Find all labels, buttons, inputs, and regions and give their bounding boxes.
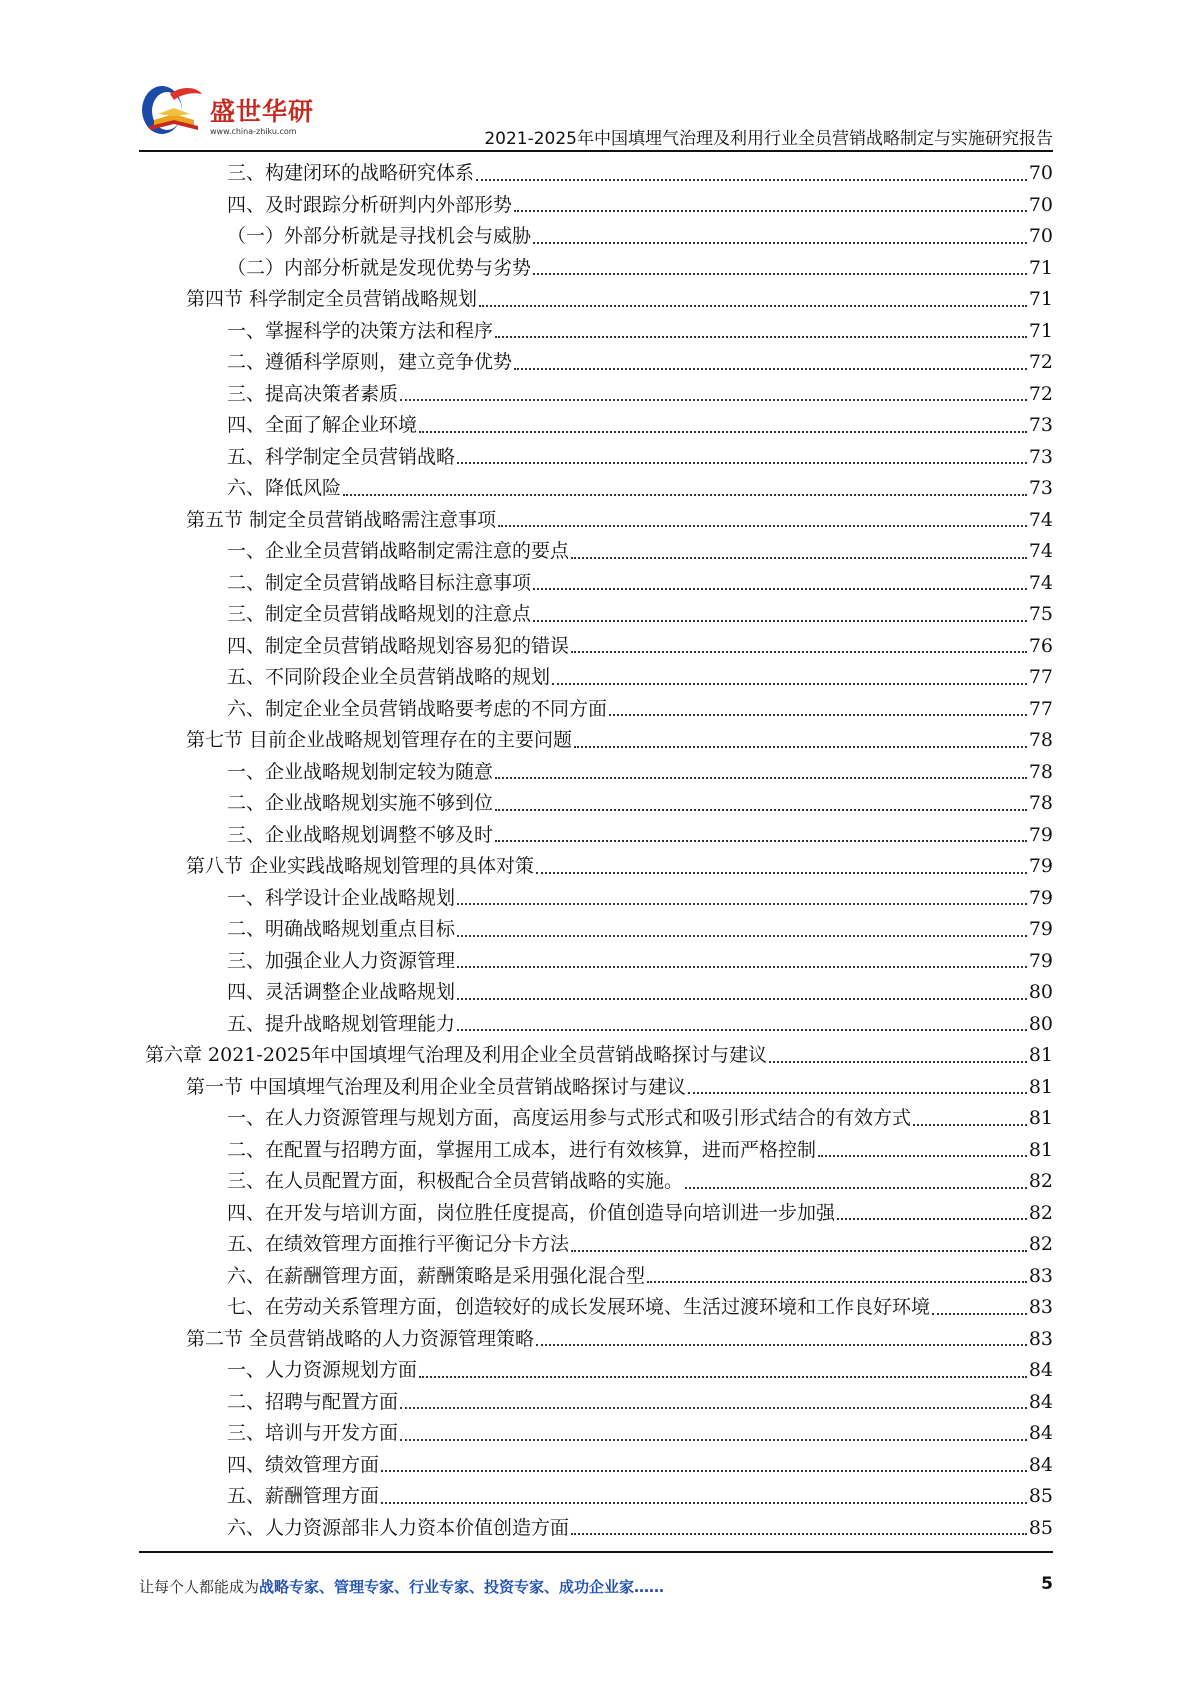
toc-entry[interactable] [0,1261,1191,1293]
toc-entry-title: （二）内部分析就是发现优势与劣势 [227,256,532,279]
toc-entry[interactable] [0,1292,1191,1324]
toc-entry-page: 85 [1028,1516,1053,1539]
toc-entry-page: 80 [1028,981,1053,1004]
header-divider [139,150,1053,152]
toc-entry-page: 81 [1028,1107,1053,1130]
toc-entry-title: 三、企业战略规划调整不够及时 [227,823,494,846]
toc-entry-page: 71 [1028,288,1053,311]
toc-entry-title: 二、遵循科学原则，建立竞争优势 [227,351,513,374]
toc-entry-title: 第二节 全员营销战略的人力资源管理策略 [186,1327,535,1350]
toc-dot-leader [400,1406,1027,1409]
table-of-contents [0,158,1191,1544]
toc-entry-title: 四、及时跟踪分析研判内外部形势 [227,193,513,216]
toc-dot-leader [647,1280,1027,1283]
toc-entry-page: 74 [1028,508,1053,531]
toc-entry[interactable] [0,1135,1191,1167]
toc-entry[interactable] [0,977,1191,1009]
toc-entry-title: 第五节 制定全员营销战略需注意事项 [186,508,497,531]
toc-entry-title: （一）外部分析就是寻找机会与威胁 [227,225,532,248]
toc-dot-leader [932,1312,1027,1315]
toc-entry-page: 82 [1028,1201,1053,1224]
toc-entry-page: 74 [1028,540,1053,563]
toc-entry[interactable] [0,1513,1191,1545]
toc-entry-title: 五、在绩效管理方面推行平衡记分卡方法 [227,1233,570,1256]
toc-entry[interactable] [0,379,1191,411]
toc-entry[interactable] [0,1072,1191,1104]
toc-entry[interactable] [0,820,1191,852]
toc-entry-title: 二、在配置与招聘方面，掌握用工成本，进行有效核算，进而严格控制 [227,1138,817,1161]
toc-entry[interactable] [0,1450,1191,1482]
toc-dot-leader [400,1438,1027,1441]
footer-slogan-prefix: 让每个人都能成为 [139,1578,260,1596]
logo-name: 盛世华研 [210,97,315,126]
toc-entry[interactable] [0,1040,1191,1072]
toc-dot-leader [688,1091,1027,1094]
toc-entry-title: 二、企业战略规划实施不够到位 [227,792,494,815]
toc-entry-page: 79 [1028,886,1053,909]
toc-entry-page: 81 [1028,1044,1053,1067]
toc-dot-leader [571,650,1027,653]
toc-dot-leader [343,493,1027,496]
toc-entry-page: 81 [1028,1138,1053,1161]
toc-entry[interactable] [0,1324,1191,1356]
toc-entry-title: 二、明确战略规划重点目标 [227,918,456,941]
toc-dot-leader [533,241,1027,244]
toc-entry[interactable] [0,410,1191,442]
toc-entry[interactable] [0,631,1191,663]
toc-dot-leader [514,367,1027,370]
toc-entry-title: 三、培训与开发方面 [227,1422,399,1445]
toc-entry-page: 71 [1028,319,1053,342]
toc-entry-title: 一、企业战略规划制定较为随意 [227,760,494,783]
toc-dot-leader [571,1532,1027,1535]
toc-entry-title: 四、灵活调整企业战略规划 [227,981,456,1004]
toc-entry-page: 79 [1028,823,1053,846]
toc-entry[interactable] [0,568,1191,600]
toc-dot-leader [552,682,1027,685]
toc-entry[interactable] [0,1166,1191,1198]
toc-entry-page: 75 [1028,603,1053,626]
toc-entry-page: 78 [1028,792,1053,815]
toc-entry[interactable] [0,1355,1191,1387]
toc-dot-leader [571,556,1027,559]
toc-dot-leader [533,272,1027,275]
toc-entry[interactable] [0,221,1191,253]
toc-entry[interactable] [0,788,1191,820]
toc-entry[interactable] [0,757,1191,789]
toc-entry-title: 一、企业全员营销战略制定需注意的要点 [227,540,570,563]
toc-entry[interactable] [0,1481,1191,1513]
toc-entry-page: 77 [1028,666,1053,689]
toc-entry[interactable] [0,473,1191,505]
company-logo [140,80,340,150]
toc-entry-page: 79 [1028,918,1053,941]
toc-entry-title: 四、在开发与培训方面，岗位胜任度提高，价值创造导向培训进一步加强 [227,1201,836,1224]
toc-entry[interactable] [0,1229,1191,1261]
toc-dot-leader [457,902,1027,905]
toc-entry-page: 70 [1028,225,1053,248]
toc-entry-title: 四、全面了解企业环境 [227,414,418,437]
toc-entry-title: 五、薪酬管理方面 [227,1485,380,1508]
toc-entry[interactable] [0,316,1191,348]
toc-entry-page: 83 [1028,1327,1053,1350]
logo-book-icon [140,80,210,142]
toc-entry[interactable] [0,1198,1191,1230]
toc-entry-title: 第八节 企业实践战略规划管理的具体对策 [186,855,535,878]
toc-entry[interactable] [0,851,1191,883]
toc-entry-title: 第六章 2021-2025年中国填埋气治理及利用企业全员营销战略探讨与建议 [145,1044,768,1067]
toc-entry-title: 五、不同阶段企业全员营销战略的规划 [227,666,551,689]
toc-dot-leader [476,178,1027,181]
toc-entry[interactable] [0,190,1191,222]
toc-dot-leader [536,1343,1027,1346]
footer-slogan [139,1576,664,1597]
toc-entry[interactable] [0,694,1191,726]
toc-dot-leader [457,934,1027,937]
toc-dot-leader [498,524,1027,527]
toc-entry[interactable] [0,505,1191,537]
toc-dot-leader [514,209,1027,212]
toc-dot-leader [419,1375,1027,1378]
toc-entry[interactable] [0,1103,1191,1135]
toc-entry-title: 三、制定全员营销战略规划的注意点 [227,603,532,626]
toc-entry-page: 79 [1028,949,1053,972]
toc-entry-title: 第四节 科学制定全员营销战略规划 [186,288,478,311]
toc-entry-title: 四、绩效管理方面 [227,1453,380,1476]
toc-entry-page: 81 [1028,1075,1053,1098]
toc-entry[interactable] [0,347,1191,379]
report-title: 2021-2025年中国填埋气治理及利用行业全员营销战略制定与实施研究报告 [484,129,1053,149]
toc-entry-title: 三、构建闭环的战略研究体系 [227,162,475,185]
toc-entry-page: 77 [1028,697,1053,720]
logo-url: www.china-zhiku.com [210,127,297,136]
toc-dot-leader [533,587,1027,590]
toc-entry-page: 76 [1028,634,1053,657]
toc-entry-page: 78 [1028,760,1053,783]
footer-slogan-highlight: 战略专家、管理专家、行业专家、投资专家、成功企业家…… [259,1578,665,1596]
toc-entry[interactable] [0,946,1191,978]
toc-entry-title: 二、制定全员营销战略目标注意事项 [227,571,532,594]
toc-entry[interactable] [0,662,1191,694]
toc-dot-leader [913,1123,1027,1126]
toc-entry-title: 七、在劳动关系管理方面，创造较好的成长发展环境、生活过渡环境和工作良好环境 [227,1296,931,1319]
toc-dot-leader [818,1154,1027,1157]
toc-entry-title: 一、掌握科学的决策方法和程序 [227,319,494,342]
toc-entry-page: 83 [1028,1296,1053,1319]
toc-dot-leader [479,304,1027,307]
toc-entry-page: 82 [1028,1170,1053,1193]
toc-entry-page: 82 [1028,1233,1053,1256]
toc-entry-title: 第七节 目前企业战略规划管理存在的主要问题 [186,729,573,752]
toc-dot-leader [457,965,1027,968]
toc-entry[interactable] [0,284,1191,316]
toc-dot-leader [609,713,1027,716]
toc-entry[interactable] [0,599,1191,631]
toc-entry-title: 三、加强企业人力资源管理 [227,949,456,972]
toc-entry-page: 73 [1028,414,1053,437]
toc-entry[interactable] [0,1418,1191,1450]
page-number: 5 [1041,1574,1053,1594]
toc-entry[interactable] [0,253,1191,285]
toc-entry[interactable] [0,883,1191,915]
toc-entry-title: 二、招聘与配置方面 [227,1390,399,1413]
toc-entry-page: 84 [1028,1359,1053,1382]
page-header [0,0,1191,150]
toc-entry[interactable] [0,536,1191,568]
toc-entry-page: 84 [1028,1390,1053,1413]
toc-dot-leader [533,619,1027,622]
toc-entry-title: 一、在人力资源管理与规划方面，高度运用参与式形式和吸引形式结合的有效方式 [227,1107,912,1130]
toc-entry-page: 84 [1028,1453,1053,1476]
toc-dot-leader [457,1028,1027,1031]
toc-dot-leader [457,997,1027,1000]
toc-entry-page: 84 [1028,1422,1053,1445]
toc-entry-title: 六、制定企业全员营销战略要考虑的不同方面 [227,697,608,720]
toc-entry-page: 83 [1028,1264,1053,1287]
toc-entry-title: 六、人力资源部非人力资本价值创造方面 [227,1516,570,1539]
toc-dot-leader [419,430,1027,433]
toc-dot-leader [574,745,1027,748]
toc-dot-leader [495,839,1027,842]
toc-dot-leader [495,808,1027,811]
toc-dot-leader [536,871,1027,874]
toc-dot-leader [457,461,1027,464]
toc-entry-page: 70 [1028,162,1053,185]
toc-entry-title: 一、人力资源规划方面 [227,1359,418,1382]
toc-entry[interactable] [0,1387,1191,1419]
toc-entry-page: 72 [1028,351,1053,374]
toc-entry-page: 70 [1028,193,1053,216]
toc-entry-page: 79 [1028,855,1053,878]
toc-entry-page: 80 [1028,1012,1053,1035]
toc-entry-page: 71 [1028,256,1053,279]
toc-dot-leader [495,335,1027,338]
toc-dot-leader [381,1501,1027,1504]
toc-entry[interactable] [0,158,1191,190]
toc-dot-leader [400,398,1027,401]
toc-entry-title: 六、在薪酬管理方面，薪酬策略是采用强化混合型 [227,1264,646,1287]
toc-entry-title: 第一节 中国填埋气治理及利用企业全员营销战略探讨与建议 [186,1075,687,1098]
toc-dot-leader [381,1469,1027,1472]
toc-entry-page: 74 [1028,571,1053,594]
toc-dot-leader [685,1186,1027,1189]
toc-dot-leader [495,776,1027,779]
toc-entry-title: 六、降低风险 [227,477,342,500]
toc-entry[interactable] [0,442,1191,474]
toc-entry[interactable] [0,1009,1191,1041]
toc-entry-title: 四、制定全员营销战略规划容易犯的错误 [227,634,570,657]
toc-entry-page: 78 [1028,729,1053,752]
toc-entry-title: 三、提高决策者素质 [227,382,399,405]
toc-entry[interactable] [0,914,1191,946]
toc-entry[interactable] [0,725,1191,757]
toc-entry-page: 73 [1028,445,1053,468]
toc-dot-leader [571,1249,1027,1252]
toc-entry-title: 三、在人员配置方面，积极配合全员营销战略的实施。 [227,1170,684,1193]
toc-entry-title: 五、科学制定全员营销战略 [227,445,456,468]
footer-divider [139,1551,1053,1553]
toc-entry-title: 五、提升战略规划管理能力 [227,1012,456,1035]
toc-dot-leader [837,1217,1027,1220]
toc-entry-page: 72 [1028,382,1053,405]
toc-entry-title: 一、科学设计企业战略规划 [227,886,456,909]
toc-dot-leader [769,1060,1027,1063]
toc-entry-page: 85 [1028,1485,1053,1508]
toc-entry-page: 73 [1028,477,1053,500]
